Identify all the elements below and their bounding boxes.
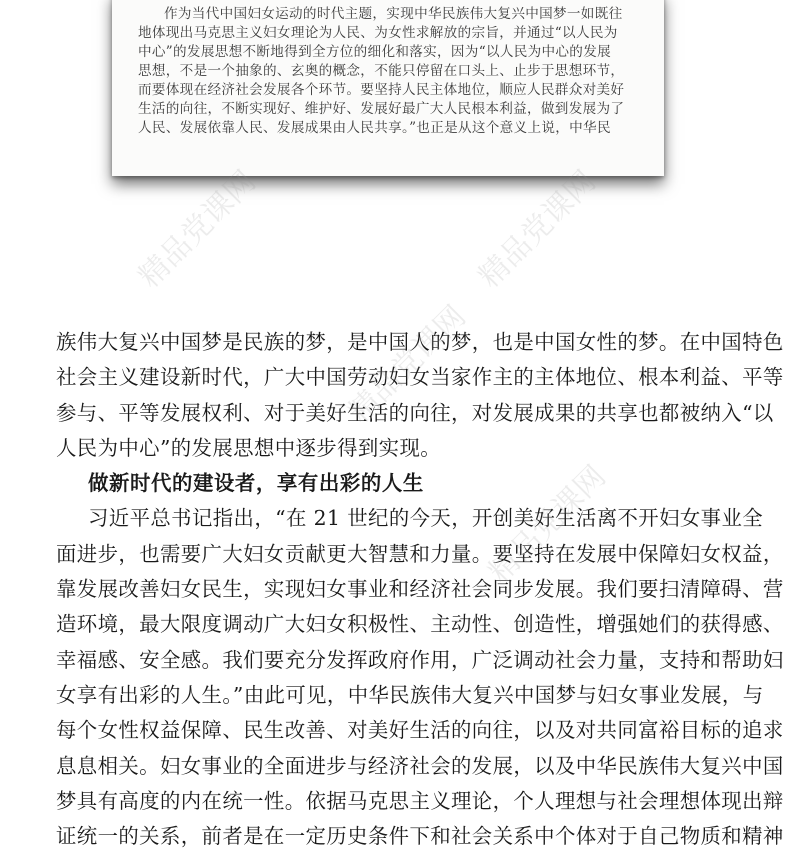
paragraph-line: 靠发展改善妇女民生，实现妇女事业和经济社会同步发展。我们要扫清障碍、营	[56, 577, 784, 602]
paragraph-line: 幸福感、安全感。我们要充分发挥政府作用，广泛调动社会力量，支持和帮助妇	[56, 647, 784, 672]
paragraph-line: 族伟大复兴中国梦是民族的梦，是中国人的梦，也是中国女性的梦。在中国特色	[56, 330, 784, 354]
paragraph-line: 参与、平等发展权利、对于美好生活的向往，对发展成果的共享也都被纳入“以	[56, 400, 774, 425]
photo-line: 思想，不是一个抽象的、玄奥的概念，不能只停留在口头上、止步于思想环节，	[138, 63, 625, 79]
photo-line: 人民、发展依靠人民、发展成果由人民共享。”也正是从这个意义上说，中华民	[138, 120, 611, 136]
photo-line	[138, 0, 638, 2]
book-page-photo	[112, 0, 664, 176]
paragraph-line: 证统一的关系，前者是在一定历史条件下和社会关系中个体对于自己物质和精神	[56, 824, 784, 849]
photo-line: 中心”的发展思想不断地得到全方位的细化和落实，因为“以人民为中心的发展	[138, 44, 611, 60]
watermark: 精品党课网	[472, 164, 603, 295]
section-heading: 做新时代的建设者，享有出彩的人生	[88, 471, 424, 496]
paragraph-line: 造环境，最大限度调动广大妇女积极性、主动性、创造性，增强她们的获得感、	[56, 612, 784, 637]
paragraph-line: 每个女性权益保障、民生改善、对美好生活的向往，以及对共同富裕目标的追求	[56, 718, 784, 743]
body-text	[56, 325, 784, 854]
paragraph-line: 女享有出彩的人生。”由此可见，中华民族伟大复兴中国梦与妇女事业发展，与	[56, 682, 764, 707]
paragraph-line: 梦具有高度的内在统一性。依据马克思主义理论，个人理想与社会理想体现出辩	[56, 788, 784, 813]
watermark: 精品党课网	[482, 459, 613, 590]
photo-line: 地体现出马克思主义妇女理论为人民、为女性求解放的宗旨，并通过“以人民为	[138, 25, 618, 41]
paragraph-line: 习近平总书记指出，“在 21 世纪的今天，开创美好生活离不开妇女事业全	[88, 506, 764, 531]
watermark: 精品党课网	[132, 164, 263, 295]
paragraph-line: 人民为中心”的发展思想中逐步得到实现。	[56, 435, 442, 460]
paragraph-line: 社会主义建设新时代，广大中国劳动妇女当家作主的主体地位、根本利益、平等	[56, 365, 784, 390]
paragraph-line: 面进步，也需要广大妇女贡献更大智慧和力量。要坚持在发展中保障妇女权益，	[56, 541, 784, 566]
book-page-text	[138, 0, 638, 138]
photo-line: 生活的向往，不断实现好、维护好、发展好最广大人民根本利益，做到发展为了	[138, 101, 625, 117]
paragraph-line: 息息相关。妇女事业的全面进步与经济社会的发展，以及中华民族伟大复兴中国	[56, 753, 784, 778]
watermark: 精品党课网	[342, 299, 473, 430]
photo-line: 而要体现在经济社会发展各个环节。要坚持人民主体地位，顺应人民群众对美好	[138, 82, 625, 98]
photo-line: 作为当代中国妇女运动的时代主题，实现中华民族伟大复兴中国梦一如既往	[164, 6, 623, 22]
